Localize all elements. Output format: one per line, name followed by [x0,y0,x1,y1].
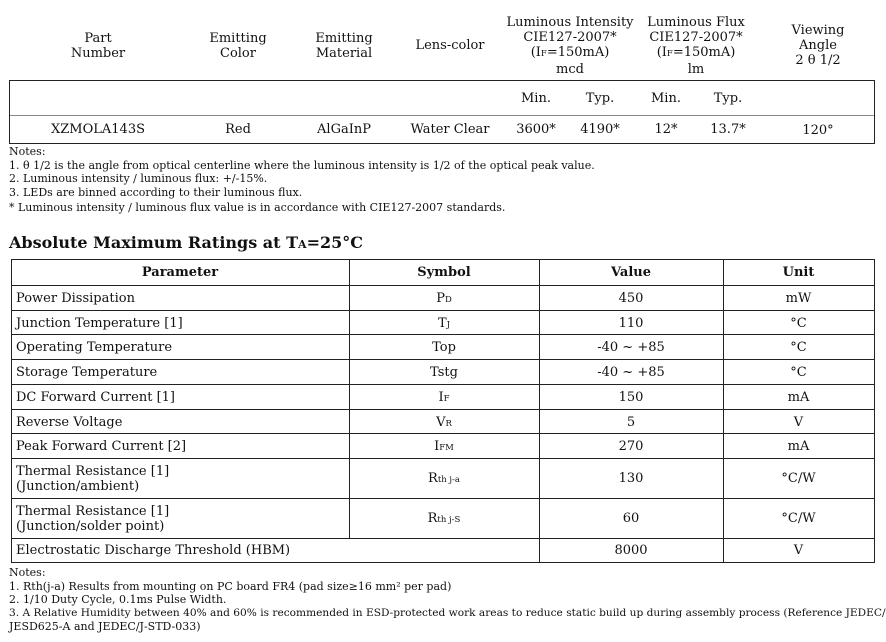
note-item: * Luminous intensity / luminous flux value is in accordance with CIE127-2007 standards. [9,200,506,214]
row-parameter: Electrostatic Discharge Threshold (HBM) [16,543,291,558]
row-value: -40 ~ +85 [597,365,665,380]
row-unit: °C/W [781,511,816,526]
table-mid-border [9,115,875,116]
row-value: 130 [618,471,644,486]
row-value: 8000 [614,543,648,558]
row-value: 450 [618,291,644,306]
note-item: 1. Rth(j-a) Results from mounting on PC board FR4 (pad size≥16 mm² per pad) [9,579,452,593]
row-parameter: DC Forward Current [1] [16,390,175,405]
row-parameter: Peak Forward Current [2] [16,439,187,454]
note-item: 1. θ 1/2 is the angle from optical centerline where the luminous intensity is 1/2 of the optical peak value. [9,158,595,172]
note-item: 2. 1/10 Duty Cycle, 0.1ms Pulse Width. [9,593,227,606]
row-symbol: IFM [434,439,454,454]
row-value: 150 [618,390,644,405]
row-symbol: Rth j-a [428,471,460,486]
row-unit: °C [790,340,807,355]
row-unit: °C [790,365,807,380]
table-bottom-border [9,143,875,144]
header-emitting-material: Emitting Material [315,31,373,61]
header-lens-color: Lens-color [415,38,485,53]
cell-iv-min: 3600* [516,122,556,137]
row-symbol: Tstg [430,365,458,380]
header-parameter: Parameter [141,265,219,280]
row-value: 110 [618,316,644,331]
row-parameter: Thermal Resistance [1] (Junction/solder point) [16,504,170,534]
cell-flux-min: 12* [654,122,678,137]
subheader-flux-min: Min. [651,91,681,106]
cell-flux-typ: 13.7* [710,122,746,137]
ratings-notes [9,566,886,634]
section-heading-absolute-max-ratings: Absolute Maximum Ratings at TA=25°C [9,233,363,252]
cell-viewing-angle: 120° [802,123,834,138]
note-item: JESD625-A and JEDEC/J-STD-033) [9,620,201,633]
row-symbol: Top [432,340,456,355]
row-symbol: TJ [437,316,451,331]
row-unit: °C [790,316,807,331]
table-left-border [9,80,10,143]
header-emitting-color: Emitting Color [209,31,267,61]
note-item: 3. LEDs are binned according to their luminous flux. [9,185,303,199]
row-parameter: Reverse Voltage [16,415,123,430]
subheader-flux-typ: Typ. [713,91,743,106]
subheader-iv-min: Min. [521,91,551,106]
header-viewing-angle: Viewing Angle 2 θ 1/2 [791,23,845,68]
row-symbol: Rth j-S [427,511,461,526]
row-value: 5 [626,415,636,430]
row-symbol: VR [436,415,452,430]
table-top-border [9,80,875,81]
cell-emitting-color: Red [225,122,251,137]
note-item: 3. A Relative Humidity between 40% and 60% is recommended in ESD-protected work areas to reduce static build up during assembly process (Reference JEDEC/ [9,606,886,619]
row-unit: V [793,543,804,558]
optical-notes [9,145,879,214]
row-parameter: Operating Temperature [16,340,173,355]
row-value: 60 [622,511,640,526]
notes-title: Notes: [9,145,46,158]
subheader-iv-typ: Typ. [585,91,615,106]
row-symbol: IF [438,390,450,405]
row-symbol: PD [436,291,452,306]
cell-emitting-material: AlGaInP [317,122,371,137]
header-value: Value [611,265,651,280]
row-value: -40 ~ +85 [597,340,665,355]
row-unit: mA [787,390,810,405]
table-right-border [874,80,875,143]
header-luminous-intensity: Luminous Intensity CIE127-2007* (IF=150mA) mcd [506,15,634,77]
row-unit: mW [785,291,812,306]
cell-iv-typ: 4190* [580,122,620,137]
row-parameter: Junction Temperature [1] [16,316,183,331]
header-unit: Unit [782,265,815,280]
row-parameter: Power Dissipation [16,291,135,306]
header-symbol: Symbol [417,265,471,280]
row-unit: mA [787,439,810,454]
cell-lens-color: Water Clear [410,122,490,137]
cell-part-number: XZMOLA143S [51,122,145,137]
header-luminous-flux: Luminous Flux CIE127-2007* (IF=150mA) lm [647,15,745,77]
note-item: 2. Luminous intensity / luminous flux: +/-15%. [9,172,268,185]
row-unit: V [793,415,804,430]
row-value: 270 [618,439,644,454]
notes-title: Notes: [9,566,46,579]
row-parameter: Thermal Resistance [1] (Junction/ambient) [16,464,170,494]
row-unit: °C/W [781,471,816,486]
row-parameter: Storage Temperature [16,365,158,380]
header-part-number: Part Number [70,31,126,61]
